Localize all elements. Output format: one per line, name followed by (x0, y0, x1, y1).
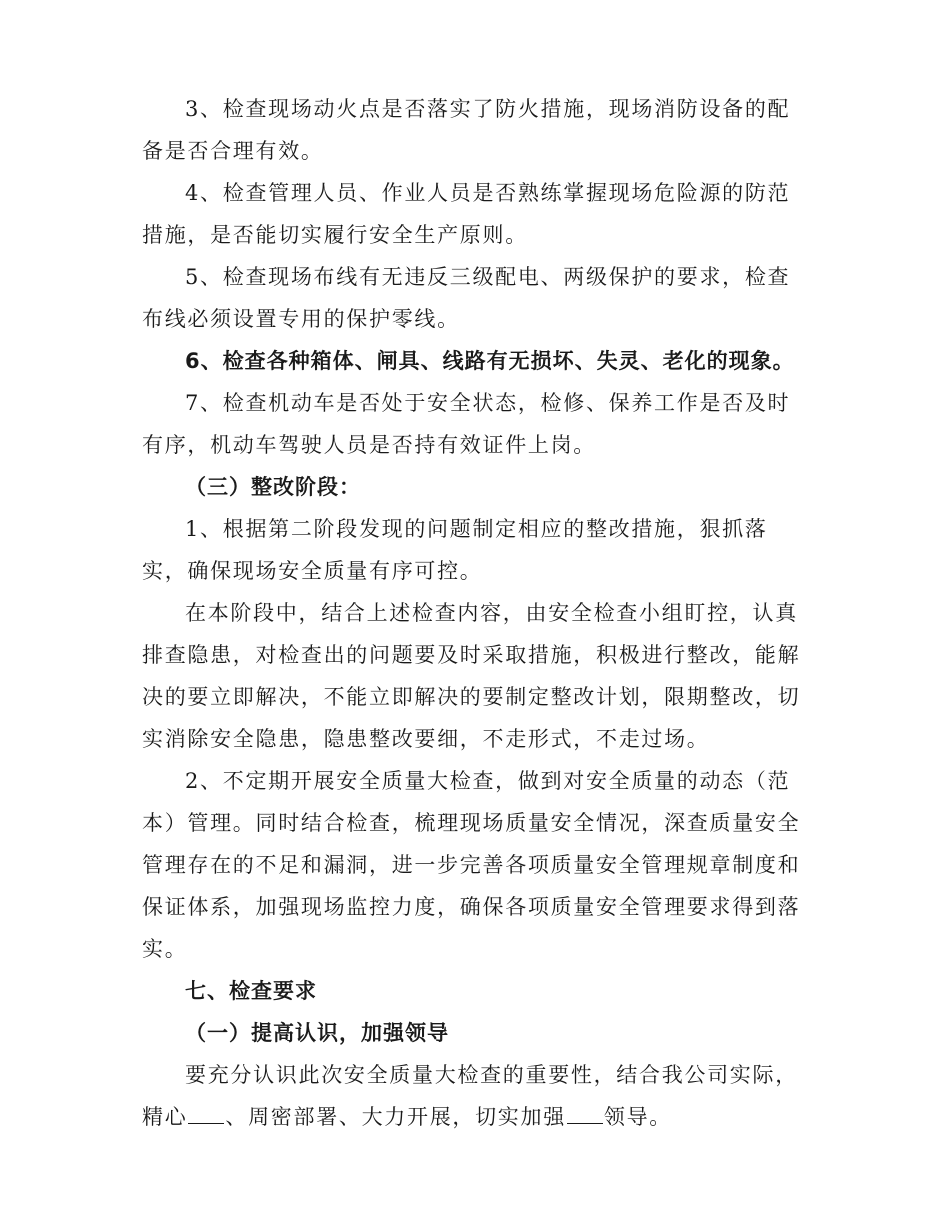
section-heading-inspection-requirements: 七、检查要求 (185, 979, 317, 1003)
paragraph-rectification-1: 1、根据第二阶段发现的问题制定相应的整改措施，狠抓落实，确保现场安全质量有序可控。 (142, 517, 768, 583)
paragraph-item-6-bold: 6、检查各种箱体、闸具、线路有无损坏、失灵、老化的现象。 (185, 349, 795, 373)
paragraph-item-3: 3、检查现场动火点是否落实了防火措施，现场消防设备的配备是否合理有效。 (142, 97, 791, 163)
subsection-heading-raise-awareness: （一）提高认识，加强领导 (185, 1021, 449, 1045)
paragraph-text-part-1: 要充分认识此次安全质量大检查的重要性，结合我公司实际，精心 (142, 1063, 798, 1129)
document-body (142, 88, 808, 1138)
paragraph-rectification-2: 2、不定期开展安全质量大检查，做到对安全质量的动态（范本）管理。同时结合检查，梳理现场质量安全情况，深查质量安全管理存在的不足和漏洞，进一步完善各项质量安全管理规章制度和保证体系，加强现场监控力度，确保各项质量安全管理要求得到落实。 (142, 769, 801, 961)
blank-fill-line (567, 1105, 603, 1124)
paragraph-item-5: 5、检查现场布线有无违反三级配电、两级保护的要求，检查布线必须设置专用的保护零线。 (142, 265, 791, 331)
blank-fill-line (188, 1105, 224, 1124)
paragraph-item-4: 4、检查管理人员、作业人员是否熟练掌握现场危险源的防范措施，是否能切实履行安全生产原则。 (142, 181, 791, 247)
paragraph-item-7: 7、检查机动车是否处于安全状态，检修、保养工作是否及时有序，机动车驾驶人员是否持有效证件上岗。 (142, 391, 791, 457)
paragraph-text-part-3: 领导。 (603, 1105, 673, 1129)
paragraph-text-part-2: 、周密部署、大力开展，切实加强 (225, 1105, 566, 1129)
paragraph-rectification-detail: 在本阶段中，结合上述检查内容，由安全检查小组盯控，认真排查隐患，对检查出的问题要及时采取措施，积极进行整改，能解决的要立即解决，不能立即解决的要制定整改计划，限期整改，切实消除安全隐患，隐患整改要细，不走形式，不走过场。 (142, 601, 801, 751)
section-heading-rectification-stage: （三）整改阶段： (185, 475, 361, 499)
paragraph-requirement-1 (142, 1054, 808, 1138)
